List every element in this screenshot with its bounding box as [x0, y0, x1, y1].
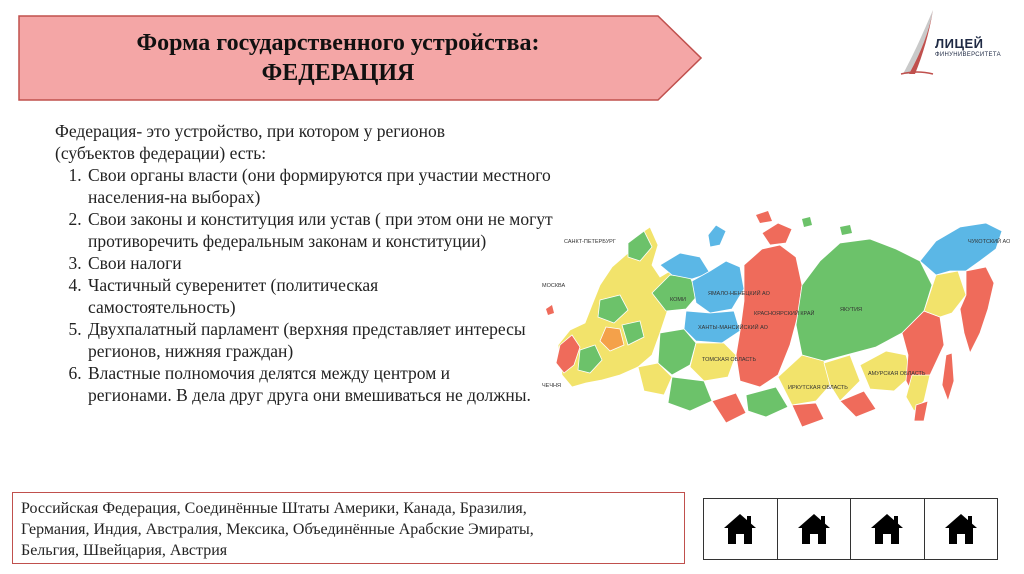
home-buttons-bar [703, 498, 998, 560]
federation-countries-box [12, 492, 685, 564]
countries-line: Бельгия, Швейцария, Австрия [21, 542, 228, 559]
feature-item: 6. Властные полномочия делятся между центром и регионами. В дела друг друга они вмешиваться не должны. [86, 362, 538, 406]
map-label-komi: КОМИ [670, 297, 686, 303]
home-icon [796, 512, 832, 546]
map-label-moscow: МОСКВА [542, 283, 566, 289]
lyceum-logo [895, 8, 1005, 80]
home-icon [869, 512, 905, 546]
russia-map-icon [540, 205, 1010, 455]
countries-line: Российская Федерация, Соединённые Штаты Америки, Канада, Бразилия, [21, 500, 527, 517]
logo-spire-icon [895, 8, 935, 80]
feature-item: 5. Двухпалатный парламент (верхняя представляет интересы регионов, нижняя граждан) [86, 318, 538, 362]
home-icon [722, 512, 758, 546]
map-label-krasnoyarsk: КРАСНОЯРСКИЙ КРАЙ [754, 311, 815, 317]
map-label-yakutia: ЯКУТИЯ [840, 307, 863, 313]
logo-subtitle: ФИНУНИВЕРСИТЕТА [935, 52, 1001, 58]
home-icon [943, 512, 979, 546]
map-label-amur: АМУРСКАЯ ОБЛАСТЬ [868, 371, 926, 377]
feature-item: 2. Свои законы и конституция или устав ( при этом они не могут противоречить федеральным законам и конституции) [86, 208, 608, 252]
map-label-chukotka: ЧУКОТСКИЙ АО [968, 239, 1010, 245]
map-label-yamal: ЯМАЛО-НЕНЕЦКИЙ АО [708, 291, 770, 297]
title-line-2: ФЕДЕРАЦИЯ [261, 60, 415, 86]
home-button-1[interactable] [704, 499, 778, 559]
feature-item: 1. Свои органы власти (они формируются при участии местного населения-на выборах) [86, 164, 558, 208]
feature-item: 3. Свои налоги [86, 252, 615, 274]
federation-features-list [55, 164, 615, 406]
map-label-irkutsk: ИРКУТСКАЯ ОБЛАСТЬ [788, 385, 848, 391]
page-title [18, 15, 658, 101]
russia-regions-map [540, 205, 1010, 455]
map-label-khanty: ХАНТЫ-МАНСИЙСКИЙ АО [698, 325, 768, 331]
home-button-3[interactable] [851, 499, 925, 559]
federation-definition [55, 120, 615, 406]
definition-intro-line-2: (субъектов федерации) есть: [55, 143, 267, 163]
logo-name: ЛИЦЕЙ [935, 36, 984, 51]
countries-line: Германия, Индия, Австралия, Мексика, Объединённые Арабские Эмираты, [21, 521, 534, 538]
map-label-chechnya: ЧЕЧНЯ [542, 383, 561, 389]
home-button-2[interactable] [778, 499, 852, 559]
definition-intro-line-1: Федерация- это устройство, при котором у регионов [55, 121, 445, 141]
map-label-spb: САНКТ-ПЕТЕРБУРГ [564, 239, 616, 245]
feature-item: 4. Частичный суверенитет (политическая самостоятельность) [86, 274, 468, 318]
home-button-4[interactable] [925, 499, 998, 559]
title-banner [18, 15, 702, 101]
title-line-1: Форма государственного устройства: [136, 30, 540, 56]
map-label-tomsk: ТОМСКАЯ ОБЛАСТЬ [702, 357, 757, 363]
